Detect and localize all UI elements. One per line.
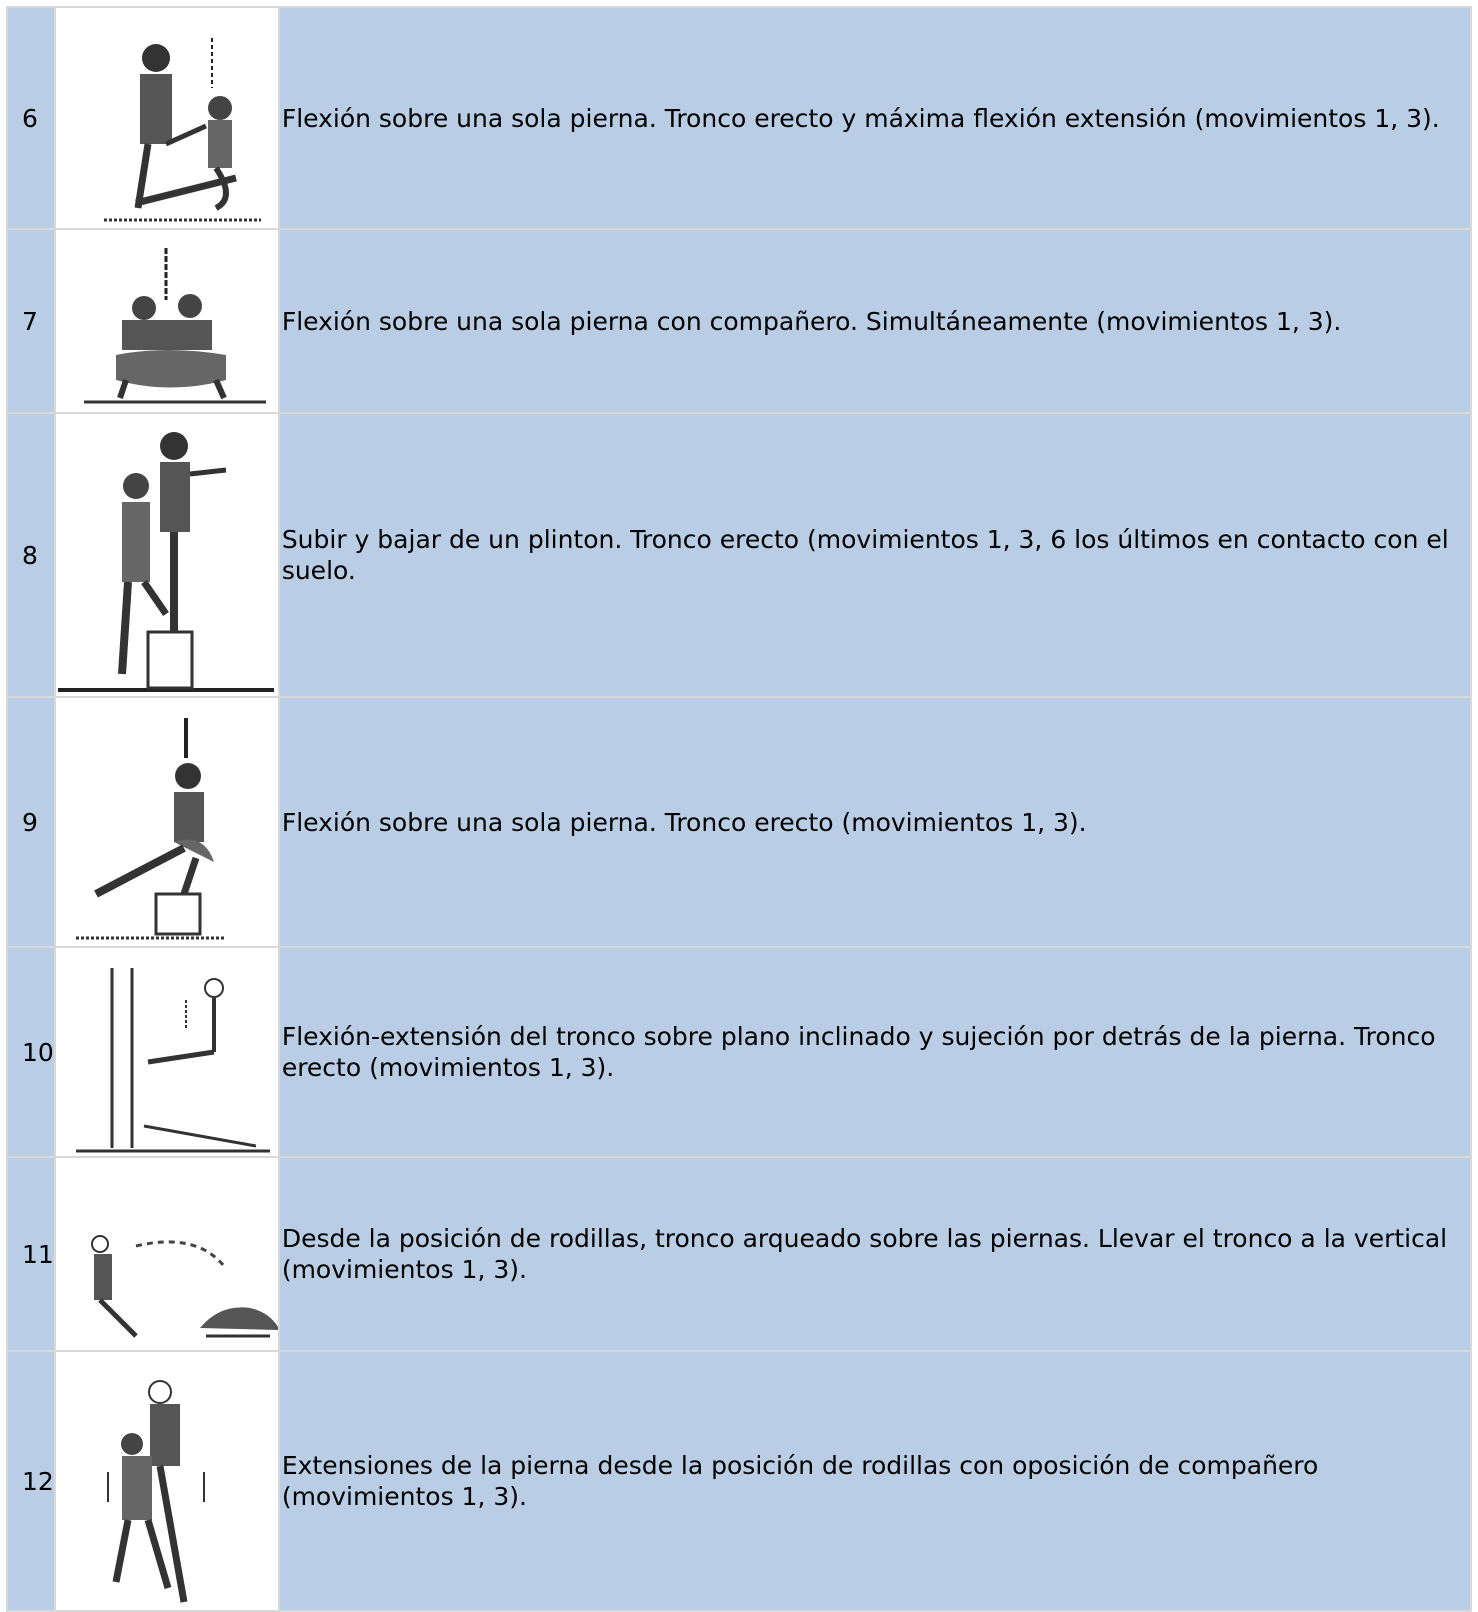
- exercise-number: 12: [7, 1351, 55, 1611]
- exercise-description: Subir y bajar de un plinton. Tronco erecto (movimientos 1, 3, 6 los últimos en contacto con el suelo.: [279, 413, 1471, 697]
- table-row: [7, 229, 1471, 413]
- exercise-number: 9: [7, 697, 55, 947]
- table-row: [7, 697, 1471, 947]
- table-row: [7, 1351, 1471, 1611]
- two-people-single-leg-squat-figure: [56, 8, 278, 228]
- table-row: [7, 1157, 1471, 1351]
- table-row: [7, 413, 1471, 697]
- step-up-box-figure: [56, 414, 278, 696]
- exercise-illustration: [55, 1351, 279, 1611]
- exercise-number: 11: [7, 1157, 55, 1351]
- exercise-illustration: [55, 1157, 279, 1351]
- table-row: [7, 947, 1471, 1157]
- wall-bar-incline-figure: [56, 948, 278, 1156]
- exercise-description: Flexión-extensión del tronco sobre plano inclinado y sujeción por detrás de la pierna. Tronco erecto (movimientos 1, 3).: [279, 947, 1471, 1157]
- exercise-illustration: [55, 229, 279, 413]
- partner-squat-figure: [56, 230, 278, 412]
- exercise-illustration: [55, 697, 279, 947]
- kneeling-trunk-raise-figure: [56, 1158, 278, 1350]
- exercise-table: [6, 6, 1472, 1612]
- exercise-number: 7: [7, 229, 55, 413]
- single-leg-squat-box-figure: [56, 698, 278, 946]
- exercise-number: 8: [7, 413, 55, 697]
- exercise-number: 6: [7, 7, 55, 229]
- partner-resisted-leg-extension-figure: [56, 1352, 278, 1610]
- table-row: [7, 7, 1471, 229]
- exercise-description: Extensiones de la pierna desde la posición de rodillas con oposición de compañero (movimientos 1, 3).: [279, 1351, 1471, 1611]
- exercise-number: 10: [7, 947, 55, 1157]
- exercise-illustration: [55, 7, 279, 229]
- exercise-description: Flexión sobre una sola pierna. Tronco erecto (movimientos 1, 3).: [279, 697, 1471, 947]
- exercise-illustration: [55, 947, 279, 1157]
- exercise-illustration: [55, 413, 279, 697]
- exercise-description: Flexión sobre una sola pierna con compañero. Simultáneamente (movimientos 1, 3).: [279, 229, 1471, 413]
- exercise-description: Desde la posición de rodillas, tronco arqueado sobre las piernas. Llevar el tronco a la vertical (movimientos 1, 3).: [279, 1157, 1471, 1351]
- exercise-description: Flexión sobre una sola pierna. Tronco erecto y máxima flexión extensión (movimientos 1, 3).: [279, 7, 1471, 229]
